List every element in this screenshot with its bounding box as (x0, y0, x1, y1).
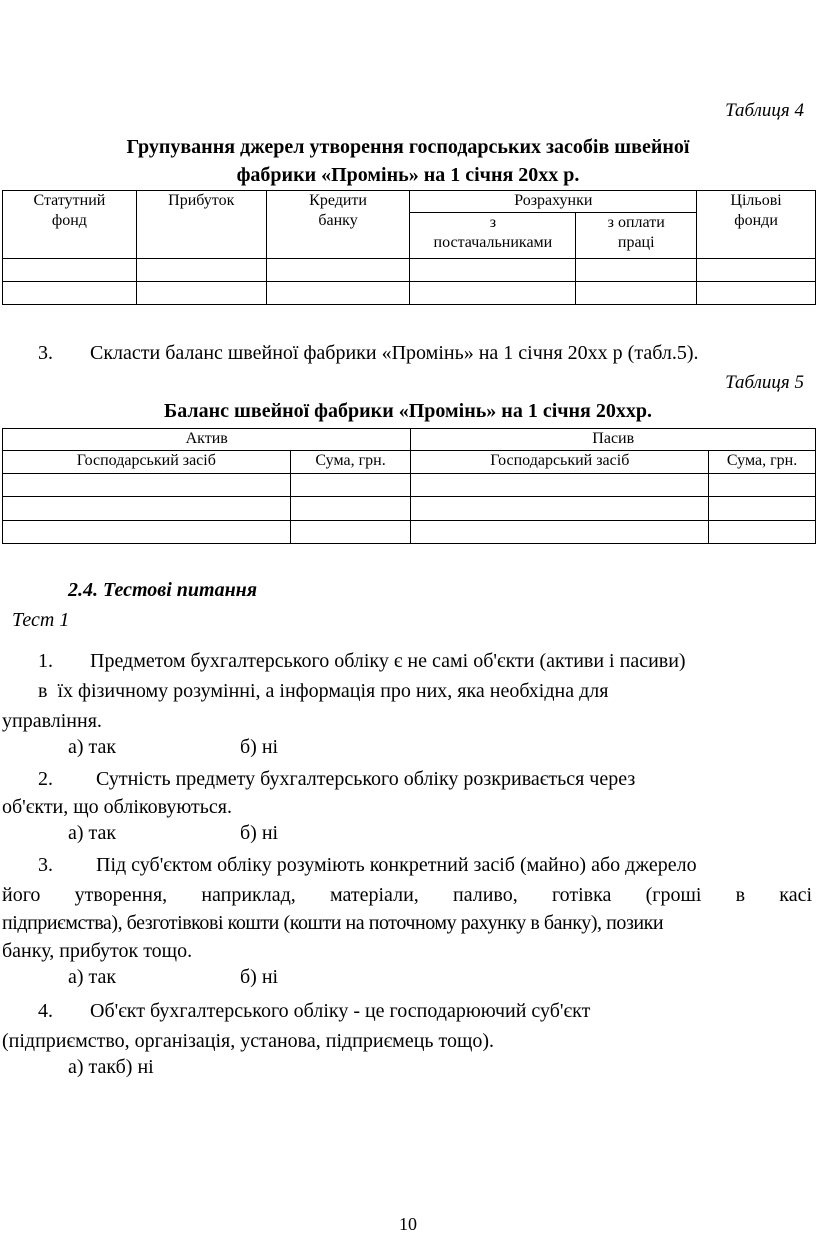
question-4-line2: (підприємство, організація, установа, підприємець тощо). (2, 1030, 495, 1052)
table-row (3, 259, 816, 282)
table4-subheader-wages (576, 213, 697, 259)
question-3-answer-b: б) ні (240, 966, 279, 988)
table5-col-item-left: Господарський засіб (3, 451, 291, 474)
table5-caption: Таблиця 5 (725, 372, 804, 393)
question-2-answer-b: б) ні (240, 822, 279, 844)
question-4 (38, 996, 590, 1026)
table-row (3, 497, 816, 521)
table4-header-text: банку (318, 212, 358, 229)
question-2-line2: об'єкти, що обліковуються. (2, 796, 232, 818)
table-cell (411, 474, 709, 497)
table4-header-settlements: Розрахунки (410, 191, 697, 213)
table4-header-target (697, 191, 816, 259)
table4-header-text: Кредити (309, 192, 367, 209)
question-number: 1. (38, 650, 53, 672)
question-1-answer-a: а) так (68, 736, 117, 758)
task3-number: 3. (38, 342, 53, 364)
table4-header-statutory (3, 191, 137, 259)
table-cell (410, 282, 576, 305)
table-cell (3, 497, 291, 521)
question-text: Предметом бухгалтерського обліку є не самі об'єкти (активи і пасиви) (90, 650, 686, 672)
table5 (2, 428, 816, 544)
table5-header-asset: Актив (3, 429, 411, 451)
question-1-line3: управління. (2, 710, 102, 732)
question-1-answer-b: б) ні (240, 736, 279, 758)
table-cell (576, 282, 697, 305)
table4-header-text: фонд (51, 212, 87, 229)
table4-header-text: Цільові (730, 192, 782, 209)
question-number: 4. (38, 1000, 53, 1022)
table-cell (290, 474, 411, 497)
table4-subheader-text: з (489, 214, 497, 231)
table5-col-item-right: Господарський засіб (411, 451, 709, 474)
table4-subheader-text: з оплати (607, 214, 665, 231)
question-2-answer-a: а) так (68, 822, 117, 844)
table4-subheader-suppliers (410, 213, 576, 259)
task3-paragraph (38, 338, 699, 368)
question-3-answer-a: а) так (68, 966, 117, 988)
table4-header-credits (266, 191, 410, 259)
question-number: 2. (38, 768, 53, 790)
table-cell (410, 259, 576, 282)
table4-subheader-text: праці (617, 234, 655, 251)
table-cell (709, 474, 816, 497)
table-cell (411, 497, 709, 521)
table-cell (411, 521, 709, 544)
table4-title-line1: Групування джерел утворення господарських засобів швейної (126, 136, 690, 158)
question-1 (38, 646, 686, 676)
question-text: Сутність предмету бухгалтерського обліку розкривається через (96, 768, 636, 790)
table-cell (697, 259, 816, 282)
table-cell (3, 282, 137, 305)
table5-header-liability: Пасив (411, 429, 816, 451)
table5-col-sum-right: Сума, грн. (709, 451, 816, 474)
table4-header-profit (136, 191, 266, 259)
question-3-line4: банку, прибуток тощо. (2, 940, 193, 962)
table4 (2, 190, 816, 305)
table-cell (3, 521, 291, 544)
page-number: 10 (399, 1214, 417, 1234)
table-cell (709, 521, 816, 544)
table-cell (697, 282, 816, 305)
table-cell (266, 282, 410, 305)
table-cell (3, 259, 137, 282)
table5-col-sum-left: Сума, грн. (290, 451, 411, 474)
table-row (3, 521, 816, 544)
table-cell (136, 282, 266, 305)
question-number: 3. (38, 854, 53, 876)
table4-title-line2: фабрики «Промінь» на 1 січня 20хх р. (236, 164, 580, 186)
table4-caption: Таблиця 4 (725, 100, 804, 121)
table-cell (709, 497, 816, 521)
question-3-line3: підприємства), безготівкові кошти (кошти на поточному рахунку в банку), позики (2, 912, 664, 934)
question-3-line2: його утворення, наприклад, матеріали, паливо, готівка (гроші в касі (2, 884, 812, 906)
question-4-answer: а) такб) ні (68, 1056, 154, 1078)
table4-header-text: Статутний (33, 192, 106, 209)
table-cell (576, 259, 697, 282)
question-3 (38, 850, 697, 880)
table-cell (3, 474, 291, 497)
question-1-line2: в їх фізичному розумінні, а інформація про них, яка необхідна для (38, 680, 609, 702)
table5-title: Баланс швейної фабрики «Промінь» на 1 січня 20ххр. (164, 400, 652, 422)
table4-header-text: Прибуток (168, 192, 235, 209)
question-text: Об'єкт бухгалтерського обліку - це господарюючий суб'єкт (90, 1000, 591, 1022)
table-cell (266, 259, 410, 282)
test-title: Тест 1 (12, 609, 70, 631)
table4-subheader-text: постачальниками (433, 234, 553, 251)
task3-text: Скласти баланс швейної фабрики «Промінь» на 1 січня 20хх р (табл.5). (90, 342, 699, 364)
question-2 (38, 764, 635, 794)
question-text: Під суб'єктом обліку розуміють конкретний засіб (майно) або джерело (96, 854, 697, 876)
table-row (3, 474, 816, 497)
table-cell (290, 497, 411, 521)
table-cell (136, 259, 266, 282)
table-cell (290, 521, 411, 544)
table-row (3, 282, 816, 305)
table4-header-text: фонди (734, 212, 778, 229)
section-heading: 2.4. Тестові питання (68, 579, 258, 601)
